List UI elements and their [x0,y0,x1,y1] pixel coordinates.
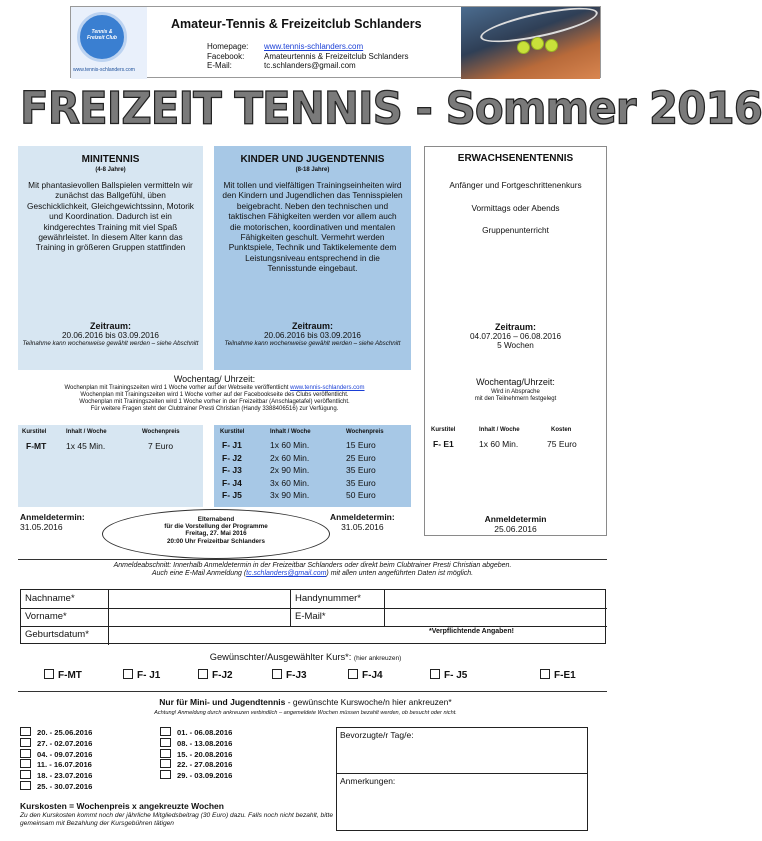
kinder-kurs-title: F- J5 [222,490,242,500]
week-option[interactable] [20,727,92,738]
contact-info [207,42,409,71]
anmeldeabschnitt-line1: Anmeldeabschnitt: Innerhalb Anmeldetermin in der Freizeitbar Schlanders oder direkt beim Clubtrainer Presti Christian abgeben. [113,562,512,569]
week-label: 27. - 02.07.2016 [37,738,93,748]
kindertennis-note: Teilnahme kann wochenweise gewählt werden – siehe Abschnitt [224,340,401,347]
wochentag-section [18,376,411,413]
week-option[interactable] [160,759,232,770]
kinder-kurs-head-preis: Wochenpreis [346,429,384,435]
erw-kurs-inhalt: 1x 60 Min. [479,439,519,449]
kindertennis-dates: 20.06.2016 bis 03.09.2016 [264,331,361,340]
divider [18,691,607,692]
kurs-option-checkbox[interactable] [430,669,440,679]
geburtsdatum-label: Geburtsdatum* [25,629,89,640]
kinder-kurs-head-inhalt: Inhalt / Woche [270,429,311,435]
mini-anmeldetermin-label: Anmeldetermin: [20,512,85,522]
mini-jugend-warning: Achtung! Anmeldung durch ankreuzen verbindlich – angemeldete Wochen müssen bezahlt werden, ob besucht oder nicht. [154,710,457,716]
minitennis-age: (4-8 Jahre) [95,167,126,173]
club-logo [71,7,147,79]
bevorzugte-tage-box[interactable] [336,727,588,774]
wochentag-line2: Wochenplan mit Trainingszeiten wird 1 Woche vorher auf der Facebookseite des Clubs veröffentlicht. [80,392,349,398]
erw-line2: Vormittags oder Abends [471,202,560,213]
minitennis-note: Teilnahme kann wochenweise gewählt werden – siehe Abschnitt [22,340,199,347]
wochentag-title: Wochentag/ Uhrzeit: [173,374,256,384]
mini-kurs-inhalt: 1x 45 Min. [66,441,106,451]
mini-kurs-head-title: Kurstitel [22,429,47,435]
kurskosten-title: Kurskosten = Wochenpreis x angekreuzte Wochen [20,801,224,811]
week-checkbox[interactable] [160,749,171,758]
vorname-field[interactable] [109,609,289,626]
week-label: 11. - 16.07.2016 [37,760,92,770]
week-checkbox[interactable] [160,738,171,747]
kinder-kurs-table [214,425,411,507]
erw-wochentag-note2: mit den Teilnehmern festgelegt [474,396,557,402]
week-label: 29. - 03.09.2016 [177,771,233,781]
registration-form [20,589,606,644]
week-label: 01. - 06.08.2016 [177,728,233,737]
page-title: FREIZEIT TENNIS - Sommer 2016 [20,82,762,135]
erwachsenentennis-heading: ERWACHSENENTENNIS [457,153,574,164]
erw-kurs-head-inhalt: Inhalt / Woche [479,427,520,433]
nachname-field[interactable] [109,590,289,608]
mini-anmeldetermin-date: 31.05.2016 [20,522,63,532]
week-checkbox[interactable] [20,759,31,768]
week-checkbox[interactable] [20,727,31,736]
elternabend-line4: 20:00 Uhr Freizeitbar Schlanders [167,537,265,545]
erw-kurs-head-title: Kurstitel [431,427,456,433]
anmeldeabschnitt-line2c: ) mit allen unten angeführten Daten ist möglich. [326,570,474,577]
weeks-left-list [20,727,92,792]
kurs-option-label: F-J2 [212,670,233,681]
minitennis-heading: MINITENNIS [81,154,140,165]
kinder-kurs-preis: 15 Euro [346,440,376,450]
week-label: 18. - 23.07.2016 [37,771,93,781]
week-checkbox[interactable] [20,738,31,747]
kurs-option-checkbox[interactable] [540,669,550,679]
mini-kurs-head-preis: Wochenpreis [142,429,180,435]
email-field[interactable] [385,609,606,626]
kurs-option[interactable] [540,669,576,681]
tennis-ball-logo-icon [77,12,127,62]
homepage-link[interactable]: www.tennis-schlanders.com [264,42,364,51]
erw-zeitraum-label: Zeitraum: [494,322,536,332]
week-checkbox[interactable] [160,727,171,736]
kurs-option-checkbox[interactable] [198,669,208,679]
erw-wochentag-label: Wochentag/Uhrzeit: [476,377,555,387]
week-label: 08. - 13.08.2016 [177,738,233,748]
kurs-option[interactable] [44,669,82,681]
kindertennis-zeitraum-label: Zeitraum: [291,321,333,331]
elternabend-oval [102,509,330,559]
mini-anmeldetermin [20,512,85,532]
erw-kurs-title: F- E1 [433,439,454,449]
weeks-right-list [160,727,232,781]
anmeldeabschnitt-info [18,562,607,578]
kinder-kurs-head-title: Kurstitel [220,429,245,435]
kurswahl-title-text: Gewünschter/Ausgewählter Kurs*: [209,652,354,662]
kurs-option[interactable] [348,669,383,681]
kurs-option[interactable] [272,669,307,681]
week-option[interactable] [160,749,232,760]
facebook-label: Facebook: [207,51,245,61]
kinder-kurs-inhalt: 3x 60 Min. [270,477,310,488]
anmeldeabschnitt-line2a: Auch eine E-Mail Anmeldung ( [151,570,247,577]
anmeldeabschnitt-email-link[interactable]: tc.schlanders@gmail.com [246,570,327,577]
facebook-value: Amateurtennis & Freizeitclub Schlanders [264,51,409,61]
homepage-label: Homepage: [207,42,249,51]
kurskosten-note: Zu den Kurskosten kommt noch der jährliche Mitgliedsbeitrag (30 Euro) dazu. Falls noch nicht bezahlt, bitte gemeinsam mit Bezahlung der Kursgebühren tätigen [20,812,333,827]
minitennis-box [18,146,203,370]
verpflichtend-note: *Verpflichtende Angaben! [429,628,514,635]
logo-url: www.tennis-schlanders.com [73,67,135,73]
geburtsdatum-field[interactable] [109,627,309,644]
kinder-kurs-inhalt: 1x 60 Min. [270,440,310,450]
week-label: 22. - 27.08.2016 [177,760,233,770]
kurs-option-checkbox[interactable] [123,669,133,679]
mini-jugend-title [0,697,611,707]
week-option[interactable] [160,738,232,749]
handynummer-label: Handynummer* [295,593,361,604]
email-value: tc.schlanders@gmail.com [264,61,356,70]
erw-anmeldetermin-date: 25.06.2016 [494,524,537,534]
week-label: 20. - 25.06.2016 [37,728,93,737]
kurs-option-label: F-J4 [362,670,383,681]
vorname-label: Vorname* [25,611,67,622]
erw-dates: 04.07.2016 – 06.08.2016 [469,332,562,341]
ball-icon [545,39,558,52]
week-checkbox[interactable] [20,749,31,758]
kurs-option-label: F-MT [58,670,82,681]
bevorzugte-tage-label: Bevorzugte/r Tag/e: [340,730,414,740]
mini-jugend-title-rest: - gewünschte Kurswoche/n hier ankreuzen* [285,697,452,707]
kurswahl-options [0,669,611,685]
kinder-anmeldetermin [330,512,395,532]
kinder-anmeldetermin-label: Anmeldetermin: [330,512,395,522]
kinder-kurs-preis: 35 Euro [346,465,376,475]
kinder-anmeldetermin-date: 31.05.2016 [341,522,384,532]
kurs-option-label: F-J3 [286,670,307,681]
week-option[interactable] [160,770,232,781]
kinder-kurs-title: F- J2 [222,452,242,463]
kurs-option-label: F-E1 [554,670,576,681]
wochentag-line4: Für weitere Fragen steht der Clubtrainer Presti Christian (Handy 3388406516) zur Verfügung. [90,406,339,412]
kinder-kurs-title: F- J3 [222,465,242,475]
kinder-kurs-title: F- J1 [222,440,242,450]
week-option[interactable] [20,738,92,749]
kindertennis-box [214,146,411,370]
kinder-kurs-preis: 25 Euro [346,452,376,463]
elternabend-line2: für die Vorstellung der Programme [164,523,268,531]
week-label: 04. - 09.07.2016 [37,749,93,759]
tennis-photo [461,7,600,79]
kindertennis-heading: KINDER UND JUGENDTENNIS [240,154,385,165]
divider [18,559,607,560]
kurs-option-label: F- J1 [137,670,161,681]
minitennis-description: Mit phantasievollen Ballspielen vermitteln wir zunächst das Ballgefühl, üben Geschicklichkeit, Gleichgewichtssinn, Motorik und Koordination. Dadurch ist ein kindgerechtes Training mit viel Spaß gewährleistet. In diesem Alter kann das Training in größeren Gruppen stattfinden [27,180,194,253]
week-option[interactable] [20,770,92,781]
club-header [70,6,601,78]
kindertennis-description: Mit tollen und vielfältigen Trainingseinheiten wird den Kindern und Jugendlichen das Tennisspielen beigebracht. Neben den technischen und taktischen Fähigkeiten werden vor allem auch die motorischen, koordinativen und mentalen Fähigkeiten geschult. Vermehrt werden Punktspiele, Technik und Taktikelemente dem Leistungsniveau entsprechend in die Tennisstunde eingebaut. [222,180,403,274]
week-checkbox[interactable] [160,759,171,768]
elternabend-line1: Elternabend [197,516,235,523]
email-label: E-Mail: [207,61,232,70]
kinder-kurs-inhalt: 3x 90 Min. [270,490,310,500]
form-rule [290,590,291,626]
week-option[interactable] [160,727,232,738]
kurswahl-title [0,652,611,662]
ball-icon [531,37,544,50]
kurs-option-checkbox[interactable] [348,669,358,679]
nachname-label: Nachname* [25,593,75,604]
erwachsenentennis-box [424,146,607,536]
erw-kurs-kosten: 75 Euro [547,439,577,449]
anmerkungen-label: Anmerkungen: [340,776,396,786]
week-option[interactable] [20,749,92,760]
week-label: 25. - 30.07.2016 [37,781,93,791]
week-checkbox[interactable] [160,770,171,779]
week-checkbox[interactable] [20,781,31,790]
kinder-kurs-preis: 35 Euro [346,477,376,488]
erw-wochentag-note1: Wird in Absprache [491,389,540,395]
week-option[interactable] [20,759,92,770]
kurs-option[interactable] [198,669,233,681]
minitennis-zeitraum-label: Zeitraum: [89,321,131,331]
erw-line3: Gruppenunterricht [482,224,549,235]
ball-icon [517,41,530,54]
anmerkungen-box[interactable] [336,773,588,831]
minitennis-dates: 20.06.2016 bis 03.09.2016 [62,331,159,340]
kindertennis-age: (8-18 Jahre) [295,167,330,173]
mini-kurs-table [18,425,203,507]
erw-anmeldetermin-label: Anmeldetermin [484,514,547,524]
wochentag-line1: Wochenplan mit Trainingszeiten wird 1 Woche vorher auf der Webseite veröffentlicht [64,385,291,391]
kinder-kurs-title: F- J4 [222,477,242,488]
mini-kurs-preis: 7 Euro [148,441,174,451]
club-name: Amateur-Tennis & Freizeitclub Schlanders [171,17,422,31]
kinder-kurs-inhalt: 2x 90 Min. [270,465,310,475]
kurswahl-hint: (hier ankreuzen) [353,655,402,662]
kurs-option-label: F- J5 [444,670,468,681]
kinder-kurs-inhalt: 2x 60 Min. [270,452,310,463]
wochentag-line3: Wochenplan mit Trainingszeiten wird 1 Woche vorher in der Freizeitbar (Anschlagetafel) veröffentlicht. [79,399,350,405]
logo-ring-text: Tennis & Freizeit Club [86,29,117,41]
handynummer-field[interactable] [385,590,606,608]
kurs-option-checkbox[interactable] [272,669,282,679]
email-field-label: E-Mail* [295,611,326,622]
wochentag-website-link[interactable]: www.tennis-schlanders.com [290,385,365,391]
kurs-option[interactable] [430,669,467,681]
week-checkbox[interactable] [20,770,31,779]
elternabend-line3: Freitag, 27. Mai 2016 [185,530,247,538]
mini-jugend-title-bold: Nur für Mini- und Jugendtennis [159,697,286,707]
week-label: 15. - 20.08.2016 [177,749,233,759]
kurs-option[interactable] [123,669,160,681]
week-option[interactable] [20,781,92,792]
erw-weeks: 5 Wochen [497,341,534,350]
mini-kurs-head-inhalt: Inhalt / Woche [66,429,107,435]
erw-kurs-head-kosten: Kosten [551,427,572,433]
kurs-option-checkbox[interactable] [44,669,54,679]
kinder-kurs-preis: 50 Euro [346,490,376,500]
mini-kurs-title: F-MT [26,441,47,451]
erw-line1: Anfänger und Fortgeschrittenenkurs [449,180,582,190]
